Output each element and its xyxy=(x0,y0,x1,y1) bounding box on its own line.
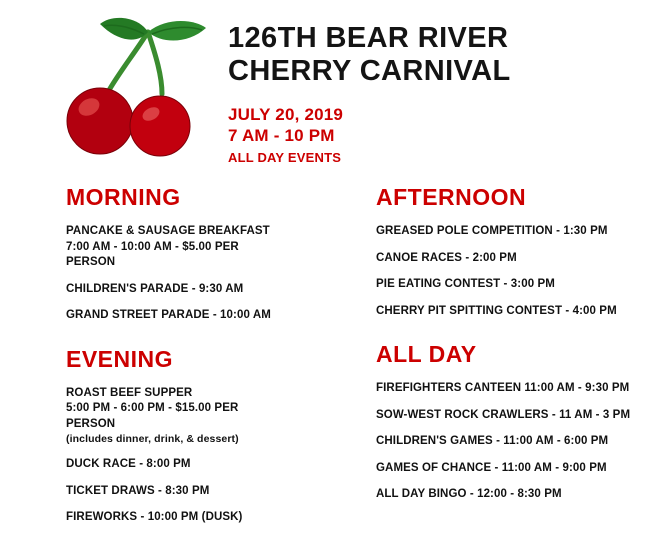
item-line-1: DUCK RACE - 8:00 PM xyxy=(66,458,191,471)
column-right xyxy=(288,184,662,537)
poster-header xyxy=(0,0,662,170)
item-line-1: CANOE RACES - 2:00 PM xyxy=(376,251,517,264)
section-morning xyxy=(66,184,288,324)
list-item xyxy=(376,408,662,424)
list-item xyxy=(376,277,662,293)
item-line-1: GREASED POLE COMPETITION - 1:30 PM xyxy=(376,225,608,237)
item-line-1: CHERRY PIT SPITTING CONTEST - 4:00 PM xyxy=(376,304,617,317)
event-note: ALL DAY EVENTS xyxy=(228,150,342,166)
list-item xyxy=(66,484,288,500)
item-line-1: CHILDREN'S PARADE - 9:30 AM xyxy=(66,282,244,295)
page-title xyxy=(228,22,511,88)
list-item xyxy=(376,461,662,477)
section-title-morning: MORNING xyxy=(66,184,181,210)
section-title-all-day: ALL DAY xyxy=(376,341,477,368)
item-line-2: 7:00 AM - 10:00 AM - $5.00 PER PERSON xyxy=(66,240,239,269)
item-line-1: GRAND STREET PARADE - 10:00 AM xyxy=(66,309,271,322)
item-line-1: FIREFIGHTERS CANTEEN 11:00 AM - 9:30 PM xyxy=(376,382,630,395)
title-line-1: 126TH BEAR RIVER xyxy=(228,22,509,54)
item-line-3: (includes dinner, drink, & dessert) xyxy=(66,433,239,446)
section-afternoon xyxy=(376,184,662,319)
title-block xyxy=(228,8,511,167)
list-item xyxy=(376,434,662,450)
item-line-1: FIREWORKS - 10:00 PM (DUSK) xyxy=(66,511,243,524)
item-line-1: PANCAKE & SAUSAGE BREAKFAST xyxy=(66,225,270,237)
list-item xyxy=(66,457,288,473)
logo-area xyxy=(0,8,228,168)
list-item xyxy=(376,487,662,503)
list-item xyxy=(376,224,662,240)
list-item xyxy=(66,386,288,447)
section-title-afternoon: AFTERNOON xyxy=(376,184,527,210)
list-item xyxy=(66,282,288,298)
cherries-logo-icon xyxy=(56,14,216,164)
item-line-2: 5:00 PM - 6:00 PM - $15.00 PER PERSON xyxy=(66,402,239,430)
title-line-2: CHERRY CARNIVAL xyxy=(228,54,511,87)
section-title-evening: EVENING xyxy=(66,345,174,372)
list-item xyxy=(376,381,662,397)
item-line-1: CHILDREN'S GAMES - 11:00 AM - 6:00 PM xyxy=(376,435,609,448)
item-line-1: TICKET DRAWS - 8:30 PM xyxy=(66,484,210,497)
list-item xyxy=(66,308,288,324)
item-line-1: ROAST BEEF SUPPER xyxy=(66,386,193,399)
item-line-1: ALL DAY BINGO - 12:00 - 8:30 PM xyxy=(376,488,562,501)
list-item xyxy=(66,224,288,271)
event-date: JULY 20, 2019 xyxy=(228,104,344,124)
item-line-1: GAMES OF CHANCE - 11:00 AM - 9:00 PM xyxy=(376,461,607,474)
item-line-1: SOW-WEST ROCK CRAWLERS - 11 AM - 3 PM xyxy=(376,408,631,421)
section-evening xyxy=(66,346,288,526)
list-item xyxy=(376,251,662,267)
list-item xyxy=(66,510,288,526)
column-left xyxy=(0,184,288,537)
list-item xyxy=(376,304,662,320)
item-line-1: PIE EATING CONTEST - 3:00 PM xyxy=(376,278,555,291)
section-all-day xyxy=(376,341,662,503)
event-hours: 7 AM - 10 PM xyxy=(228,126,335,146)
schedule-columns xyxy=(0,170,662,537)
